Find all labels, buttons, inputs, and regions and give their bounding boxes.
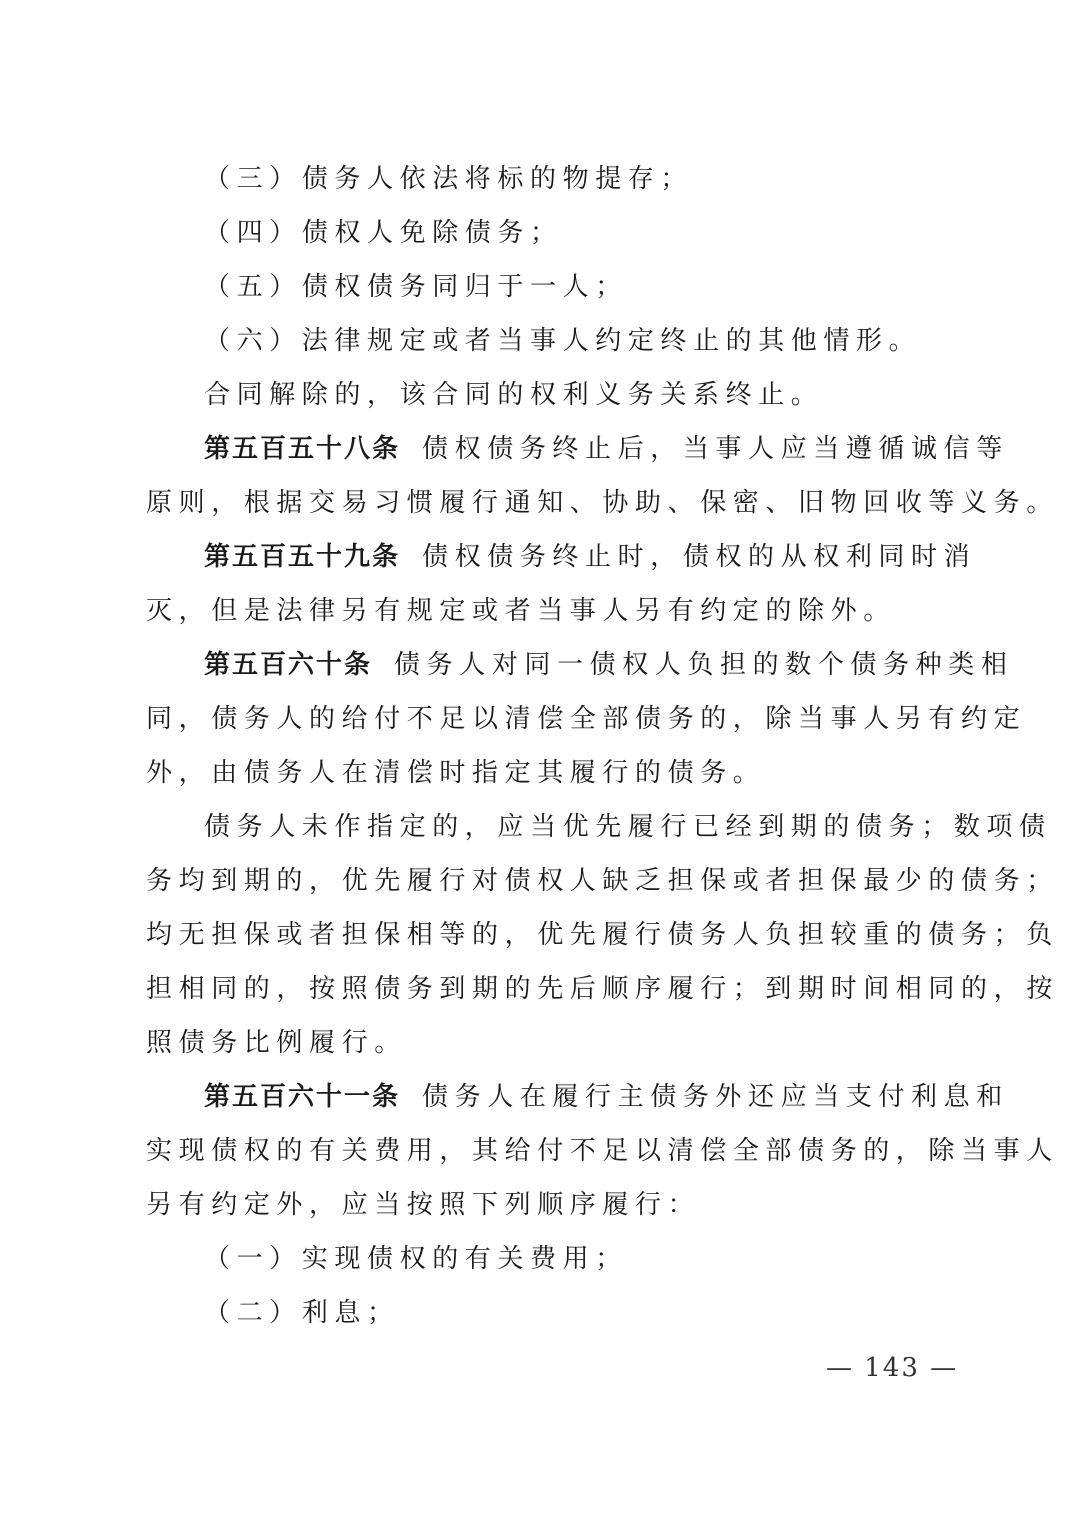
text-line: 实现债权的有关费用，其给付不足以清偿全部债务的，除当事人 (146, 1136, 1059, 1166)
article-heading: 第五百五十八条 (204, 434, 401, 464)
article-561-continuation (146, 1124, 1059, 1178)
list-item-5 (204, 260, 1004, 314)
text-line: 均无担保或者担保相等的，优先履行债务人负担较重的债务；负 (146, 920, 1059, 950)
paragraph-contract-termination (204, 368, 946, 422)
article-558-continuation (146, 476, 1059, 530)
text-line: 担相同的，按照债务到期的先后顺序履行；到期时间相同的，按 (146, 974, 1059, 1004)
paragraph-unspecified-debt-continuation (146, 854, 1059, 908)
article-560-continuation (146, 692, 1027, 746)
text-line: 照债务比例履行。 (146, 1028, 407, 1058)
text-line: 另有约定外，应当按照下列顺序履行： (146, 1190, 701, 1220)
paragraph-unspecified-debt (204, 800, 1052, 854)
article-560 (204, 638, 1014, 692)
text-line: （六）法律规定或者当事人约定终止的其他情形。 (204, 326, 922, 356)
article-561 (204, 1070, 1009, 1124)
article-558 (204, 422, 1009, 476)
text-line: （五）债权债务同归于一人； (204, 272, 628, 302)
text-line: 原则，根据交易习惯履行通知、协助、保密、旧物回收等义务。 (146, 488, 1059, 518)
text-line: （四）债权人免除债务； (204, 218, 563, 248)
article-560-continuation (146, 746, 946, 800)
text-line: （三）债务人依法将标的物提存； (204, 164, 694, 194)
list-item-1 (204, 1232, 1004, 1286)
text-line: （一）实现债权的有关费用； (204, 1244, 628, 1274)
article-heading: 第五百五十九条 (204, 542, 401, 572)
text-line: 债权债务终止后，当事人应当遵循诚信等 (422, 434, 1009, 464)
list-item-3 (204, 152, 1004, 206)
text-line: 灭，但是法律另有规定或者当事人另有约定的除外。 (146, 596, 896, 626)
list-item-2 (204, 1286, 1004, 1340)
text-line: 债权债务终止时，债权的从权利同时消 (422, 542, 977, 572)
list-item-4 (204, 206, 1004, 260)
text-line: （二）利息； (204, 1298, 400, 1328)
text-line: 债务人在履行主债务外还应当支付利息和 (422, 1082, 1009, 1112)
article-559 (204, 530, 977, 584)
text-line: 债务人对同一债权人负担的数个债务种类相 (394, 650, 1014, 680)
article-561-continuation (146, 1178, 946, 1232)
paragraph-unspecified-debt-continuation (146, 1016, 946, 1070)
text-line: 同，债务人的给付不足以清偿全部债务的，除当事人另有约定 (146, 704, 1027, 734)
list-item-6 (204, 314, 1004, 368)
paragraph-unspecified-debt-continuation (146, 908, 1059, 962)
text-line: 债务人未作指定的，应当优先履行已经到期的债务；数项债 (204, 812, 1052, 842)
text-line: 务均到期的，优先履行对债权人缺乏担保或者担保最少的债务； (146, 866, 1059, 896)
text-line: 合同解除的，该合同的权利义务关系终止。 (204, 380, 824, 410)
page-number: — 143 — (826, 1353, 959, 1383)
paragraph-unspecified-debt-continuation (146, 962, 1059, 1016)
article-heading: 第五百六十一条 (204, 1082, 401, 1112)
article-559-continuation (146, 584, 946, 638)
article-heading: 第五百六十条 (204, 650, 373, 680)
text-line: 外，由债务人在清偿时指定其履行的债务。 (146, 758, 766, 788)
